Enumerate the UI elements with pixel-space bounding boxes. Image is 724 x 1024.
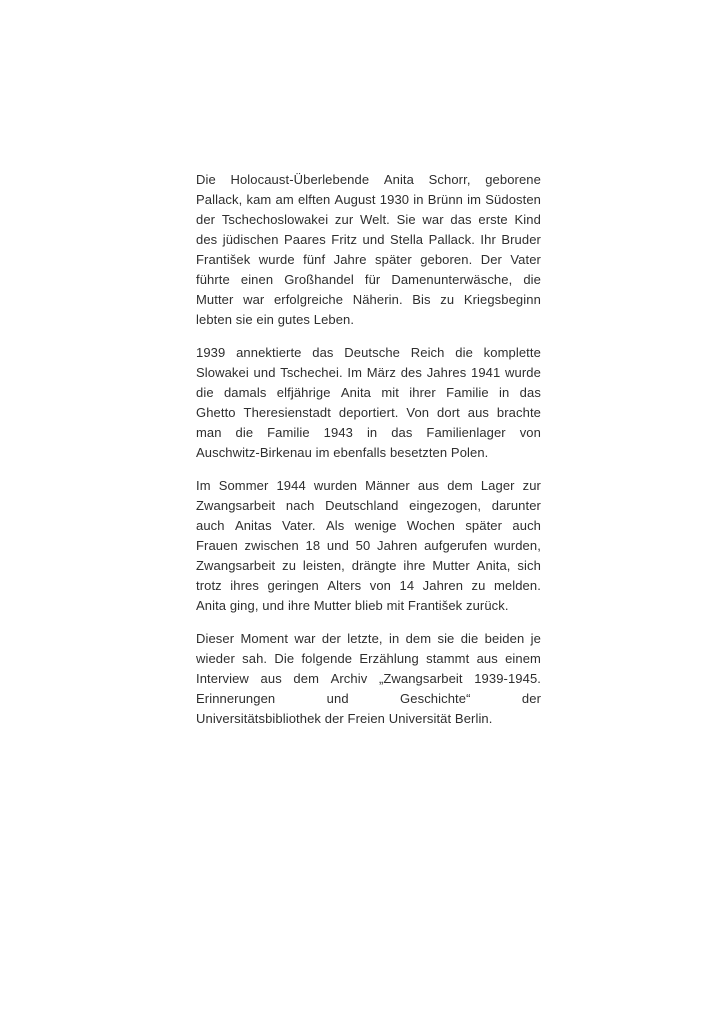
text-line: wieder sah. Die folgende Erzählung stammt aus einem — [196, 651, 541, 666]
paragraph-annexation — [196, 343, 541, 463]
text-line: trotz ihres geringen Alters von 14 Jahren zu melden. — [196, 578, 541, 593]
text-line: Erinnerungen und Geschichte“ der — [196, 691, 541, 706]
text-line: die damals elfjährige Anita mit ihrer Familie in das — [196, 385, 541, 400]
text-line: Ghetto Theresienstadt deportiert. Von dort aus brachte — [196, 405, 541, 420]
text-line: Interview aus dem Archiv „Zwangsarbeit 1939-1945. — [196, 671, 541, 686]
text-line: 1939 annektierte das Deutsche Reich die komplette — [196, 345, 541, 360]
text-line: Auschwitz-Birkenau im ebenfalls besetzten Polen. — [196, 445, 489, 460]
text-line: Anita ging, und ihre Mutter blieb mit František zurück. — [196, 598, 509, 613]
text-line: Zwangsarbeit zu leisten, drängte ihre Mutter Anita, sich — [196, 558, 541, 573]
text-line: Universitätsbibliothek der Freien Universität Berlin. — [196, 711, 493, 726]
text-line: Dieser Moment war der letzte, in dem sie die beiden je — [196, 631, 541, 646]
text-line: man die Familie 1943 in das Familienlager von — [196, 425, 541, 440]
text-line: Mutter war erfolgreiche Näherin. Bis zu Kriegsbeginn — [196, 292, 541, 307]
body-text — [196, 170, 541, 742]
text-line: Pallack, kam am elften August 1930 in Brünn im Südosten — [196, 192, 541, 207]
paragraph-forced-labor — [196, 476, 541, 616]
text-line: Frauen zwischen 18 und 50 Jahren aufgerufen wurden, — [196, 538, 541, 553]
paragraph-intro — [196, 170, 541, 330]
text-line: Slowakei und Tschechei. Im März des Jahres 1941 wurde — [196, 365, 541, 380]
paragraph-archive-source — [196, 629, 541, 729]
text-line: der Tschechoslowakei zur Welt. Sie war das erste Kind — [196, 212, 541, 227]
text-line: führte einen Großhandel für Damenunterwäsche, die — [196, 272, 541, 287]
text-line: Zwangsarbeit nach Deutschland eingezogen, darunter — [196, 498, 541, 513]
text-line: des jüdischen Paares Fritz und Stella Pallack. Ihr Bruder — [196, 232, 541, 247]
text-line: Die Holocaust-Überlebende Anita Schorr, geborene — [196, 172, 541, 187]
text-line: Im Sommer 1944 wurden Männer aus dem Lager zur — [196, 478, 541, 493]
text-line: auch Anitas Vater. Als wenige Wochen später auch — [196, 518, 541, 533]
text-line: František wurde fünf Jahre später geboren. Der Vater — [196, 252, 541, 267]
text-line: lebten sie ein gutes Leben. — [196, 312, 355, 327]
